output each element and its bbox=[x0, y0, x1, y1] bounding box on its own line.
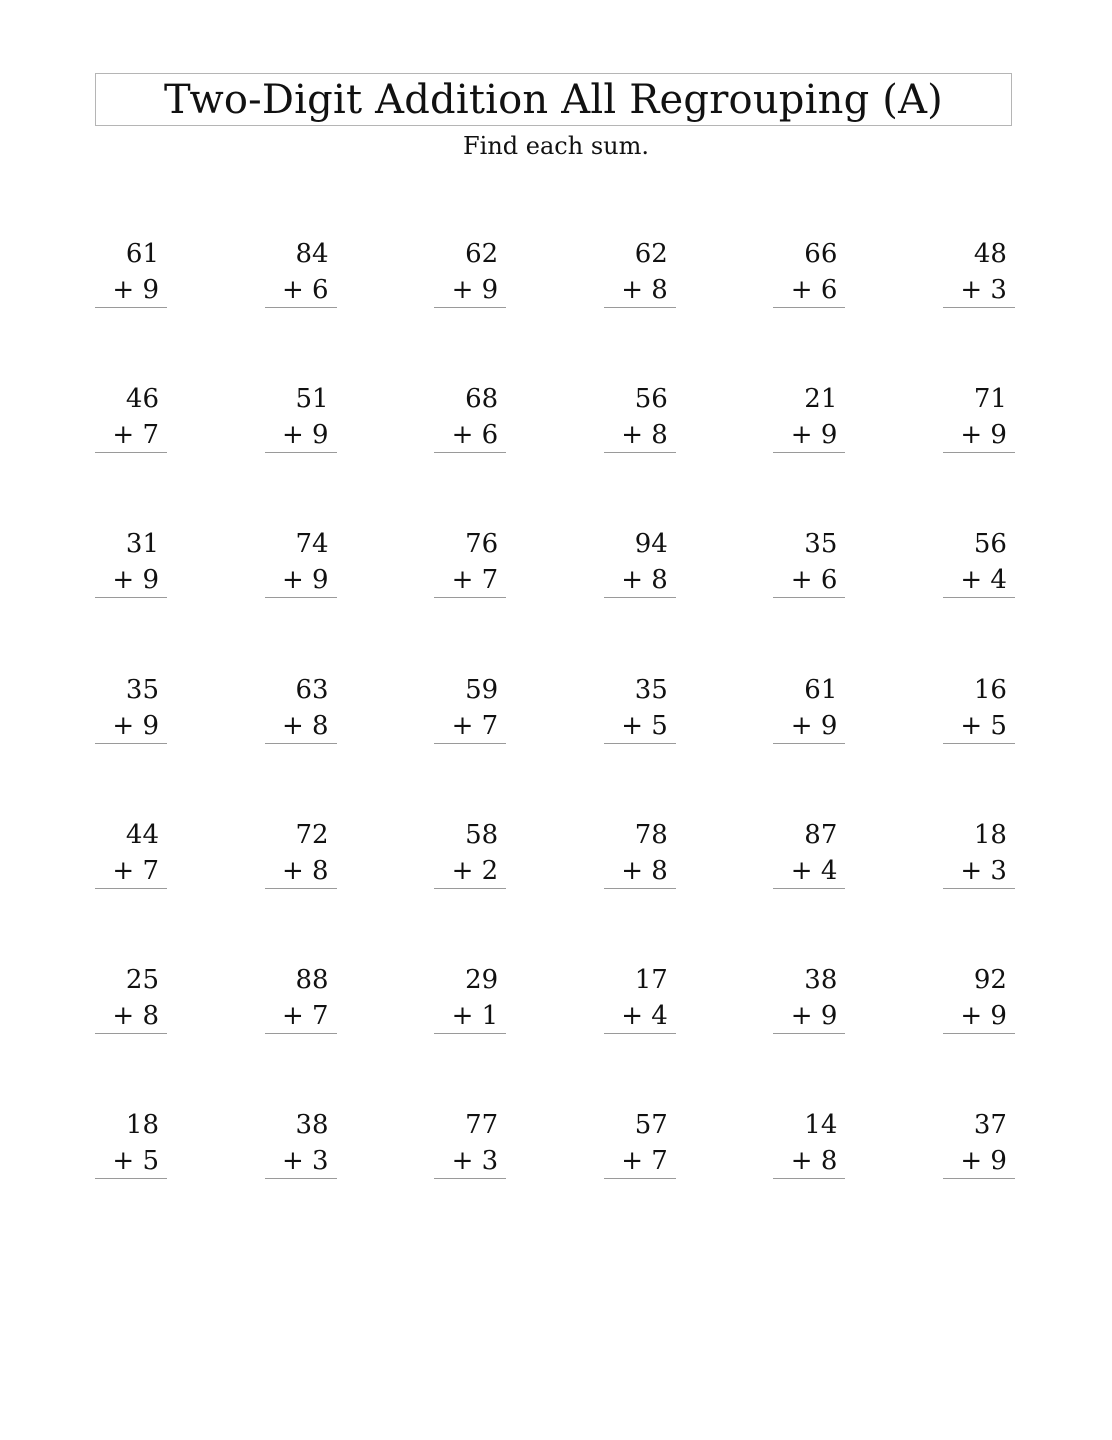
problem-addend-top: 71 bbox=[973, 384, 1007, 415]
problem-addend-bottom: + 3 bbox=[960, 855, 1007, 886]
problem-addend-bottom: + 3 bbox=[282, 1146, 329, 1177]
problem-addend-bottom: + 6 bbox=[790, 275, 838, 305]
answer-line bbox=[604, 888, 676, 889]
problem-addend-bottom: + 8 bbox=[790, 1146, 838, 1177]
answer-line bbox=[265, 888, 337, 889]
problem-addend-top: 44 bbox=[125, 819, 159, 850]
problem-addend-top: 78 bbox=[634, 819, 668, 850]
problem-addend-bottom: + 3 bbox=[451, 1146, 499, 1177]
problem-grid bbox=[95, 236, 1025, 1252]
answer-line bbox=[95, 307, 167, 308]
answer-line bbox=[773, 597, 845, 598]
answer-line bbox=[773, 1178, 845, 1179]
addition-problem bbox=[604, 236, 676, 381]
answer-line bbox=[434, 307, 506, 308]
problem-addend-top: 77 bbox=[465, 1110, 499, 1141]
problem-addend-bottom: + 9 bbox=[960, 1000, 1007, 1031]
problem-addend-bottom: + 9 bbox=[960, 1146, 1007, 1177]
problem-addend-bottom: + 8 bbox=[112, 1000, 159, 1031]
problem-addend-top: 18 bbox=[125, 1110, 159, 1141]
problem-addend-bottom: + 9 bbox=[451, 275, 499, 305]
problem-addend-top: 48 bbox=[973, 239, 1007, 269]
addition-problem bbox=[95, 1107, 167, 1252]
addition-problem bbox=[265, 672, 337, 817]
addition-problem bbox=[434, 381, 506, 526]
addition-problem bbox=[95, 962, 167, 1107]
problem-addend-bottom: + 1 bbox=[451, 1000, 499, 1031]
problem-addend-bottom: + 9 bbox=[282, 565, 329, 596]
answer-line bbox=[95, 452, 167, 453]
addition-problem bbox=[943, 817, 1015, 962]
problem-addend-bottom: + 6 bbox=[282, 275, 329, 305]
problem-addend-bottom: + 3 bbox=[960, 275, 1007, 305]
problem-addend-bottom: + 8 bbox=[621, 420, 668, 451]
addition-problem bbox=[773, 381, 845, 526]
answer-line bbox=[265, 452, 337, 453]
answer-line bbox=[604, 307, 676, 308]
title-box bbox=[95, 73, 1012, 126]
problem-addend-bottom: + 2 bbox=[451, 855, 499, 886]
addition-problem bbox=[943, 526, 1015, 671]
problem-addend-bottom: + 7 bbox=[112, 420, 159, 451]
answer-line bbox=[943, 597, 1015, 598]
addition-problem bbox=[604, 381, 676, 526]
answer-line bbox=[265, 743, 337, 744]
problem-addend-top: 62 bbox=[634, 239, 668, 269]
addition-problem bbox=[434, 672, 506, 817]
addition-problem bbox=[265, 381, 337, 526]
problem-addend-top: 35 bbox=[804, 529, 838, 560]
problem-addend-top: 59 bbox=[465, 674, 499, 705]
problem-addend-top: 16 bbox=[973, 674, 1007, 705]
problem-addend-top: 84 bbox=[295, 239, 329, 269]
addition-problem bbox=[265, 1107, 337, 1252]
problem-addend-bottom: + 8 bbox=[621, 565, 668, 596]
answer-line bbox=[434, 743, 506, 744]
problem-addend-top: 25 bbox=[125, 964, 159, 995]
addition-problem bbox=[434, 236, 506, 381]
answer-line bbox=[604, 743, 676, 744]
problem-addend-top: 72 bbox=[295, 819, 329, 850]
problem-addend-bottom: + 4 bbox=[790, 855, 838, 886]
addition-problem bbox=[95, 817, 167, 962]
answer-line bbox=[265, 307, 337, 308]
addition-problem bbox=[265, 817, 337, 962]
problem-addend-top: 92 bbox=[973, 964, 1007, 995]
addition-problem bbox=[95, 381, 167, 526]
addition-problem bbox=[773, 236, 845, 381]
problem-addend-bottom: + 9 bbox=[960, 420, 1007, 451]
addition-problem bbox=[773, 817, 845, 962]
answer-line bbox=[604, 1033, 676, 1034]
problem-addend-bottom: + 5 bbox=[112, 1146, 159, 1177]
problem-addend-bottom: + 7 bbox=[112, 855, 159, 886]
addition-problem bbox=[943, 672, 1015, 817]
answer-line bbox=[943, 1178, 1015, 1179]
problem-addend-top: 74 bbox=[295, 529, 329, 560]
answer-line bbox=[434, 888, 506, 889]
problem-addend-bottom: + 9 bbox=[112, 565, 159, 596]
problem-addend-bottom: + 4 bbox=[621, 1000, 668, 1031]
problem-addend-top: 51 bbox=[295, 384, 329, 415]
answer-line bbox=[943, 888, 1015, 889]
problem-addend-top: 38 bbox=[804, 964, 838, 995]
problem-addend-top: 31 bbox=[125, 529, 159, 560]
answer-line bbox=[943, 307, 1015, 308]
addition-problem bbox=[604, 1107, 676, 1252]
addition-problem bbox=[265, 236, 337, 381]
answer-line bbox=[773, 307, 845, 308]
addition-problem bbox=[943, 962, 1015, 1107]
problem-addend-bottom: + 8 bbox=[621, 275, 668, 305]
addition-problem bbox=[604, 526, 676, 671]
problem-addend-top: 66 bbox=[804, 239, 838, 269]
problem-addend-top: 17 bbox=[634, 964, 668, 995]
problem-addend-top: 35 bbox=[125, 674, 159, 705]
answer-line bbox=[943, 452, 1015, 453]
addition-problem bbox=[773, 962, 845, 1107]
addition-problem bbox=[604, 962, 676, 1107]
problem-addend-top: 63 bbox=[295, 674, 329, 705]
problem-addend-bottom: + 6 bbox=[451, 420, 499, 451]
addition-problem bbox=[943, 1107, 1015, 1252]
problem-addend-bottom: + 9 bbox=[790, 1000, 838, 1031]
problem-addend-top: 88 bbox=[295, 964, 329, 995]
answer-line bbox=[773, 1033, 845, 1034]
answer-line bbox=[943, 743, 1015, 744]
answer-line bbox=[95, 888, 167, 889]
problem-addend-bottom: + 9 bbox=[790, 710, 838, 741]
problem-addend-bottom: + 7 bbox=[451, 710, 499, 741]
answer-line bbox=[95, 597, 167, 598]
answer-line bbox=[773, 743, 845, 744]
problem-addend-bottom: + 5 bbox=[960, 710, 1007, 741]
answer-line bbox=[604, 1178, 676, 1179]
problem-addend-top: 29 bbox=[465, 964, 499, 995]
answer-line bbox=[265, 1033, 337, 1034]
problem-addend-top: 76 bbox=[465, 529, 499, 560]
worksheet-title: Two-Digit Addition All Regrouping (A) bbox=[164, 77, 943, 123]
answer-line bbox=[95, 1033, 167, 1034]
problem-addend-bottom: + 9 bbox=[282, 420, 329, 451]
problem-addend-top: 56 bbox=[634, 384, 668, 415]
addition-problem bbox=[95, 672, 167, 817]
problem-addend-top: 18 bbox=[973, 819, 1007, 850]
addition-problem bbox=[434, 962, 506, 1107]
addition-problem bbox=[434, 1107, 506, 1252]
answer-line bbox=[434, 597, 506, 598]
problem-addend-bottom: + 5 bbox=[621, 710, 668, 741]
problem-addend-top: 57 bbox=[634, 1110, 668, 1141]
answer-line bbox=[604, 597, 676, 598]
problem-addend-top: 21 bbox=[804, 384, 838, 415]
problem-addend-top: 61 bbox=[804, 674, 838, 705]
answer-line bbox=[434, 1033, 506, 1034]
problem-addend-top: 37 bbox=[973, 1110, 1007, 1141]
problem-addend-bottom: + 8 bbox=[621, 855, 668, 886]
problem-addend-top: 94 bbox=[634, 529, 668, 560]
addition-problem bbox=[604, 817, 676, 962]
answer-line bbox=[95, 743, 167, 744]
problem-addend-top: 58 bbox=[465, 819, 499, 850]
answer-line bbox=[265, 1178, 337, 1179]
answer-line bbox=[773, 888, 845, 889]
answer-line bbox=[95, 1178, 167, 1179]
problem-addend-top: 46 bbox=[125, 384, 159, 415]
addition-problem bbox=[943, 381, 1015, 526]
problem-addend-top: 38 bbox=[295, 1110, 329, 1141]
problem-addend-bottom: + 6 bbox=[790, 565, 838, 596]
problem-addend-bottom: + 4 bbox=[960, 565, 1007, 596]
addition-problem bbox=[773, 526, 845, 671]
problem-addend-top: 14 bbox=[804, 1110, 838, 1141]
problem-addend-bottom: + 9 bbox=[790, 420, 838, 451]
problem-addend-top: 35 bbox=[634, 674, 668, 705]
problem-addend-top: 61 bbox=[125, 239, 159, 269]
problem-addend-top: 62 bbox=[465, 239, 499, 269]
problem-addend-bottom: + 8 bbox=[282, 855, 329, 886]
addition-problem bbox=[434, 817, 506, 962]
problem-addend-bottom: + 7 bbox=[451, 565, 499, 596]
worksheet-instructions: Find each sum. bbox=[463, 132, 649, 160]
addition-problem bbox=[773, 1107, 845, 1252]
problem-addend-bottom: + 9 bbox=[112, 710, 159, 741]
addition-problem bbox=[943, 236, 1015, 381]
answer-line bbox=[604, 452, 676, 453]
answer-line bbox=[773, 452, 845, 453]
answer-line bbox=[434, 452, 506, 453]
answer-line bbox=[943, 1033, 1015, 1034]
addition-problem bbox=[604, 672, 676, 817]
problem-addend-top: 87 bbox=[804, 819, 838, 850]
problem-addend-bottom: + 7 bbox=[621, 1146, 668, 1177]
answer-line bbox=[434, 1178, 506, 1179]
addition-problem bbox=[434, 526, 506, 671]
addition-problem bbox=[265, 526, 337, 671]
addition-problem bbox=[773, 672, 845, 817]
addition-problem bbox=[95, 526, 167, 671]
problem-addend-bottom: + 7 bbox=[282, 1000, 329, 1031]
problem-addend-bottom: + 8 bbox=[282, 710, 329, 741]
answer-line bbox=[265, 597, 337, 598]
addition-problem bbox=[265, 962, 337, 1107]
problem-addend-top: 56 bbox=[973, 529, 1007, 560]
problem-addend-bottom: + 9 bbox=[112, 275, 159, 305]
addition-problem bbox=[95, 236, 167, 381]
problem-addend-top: 68 bbox=[465, 384, 499, 415]
